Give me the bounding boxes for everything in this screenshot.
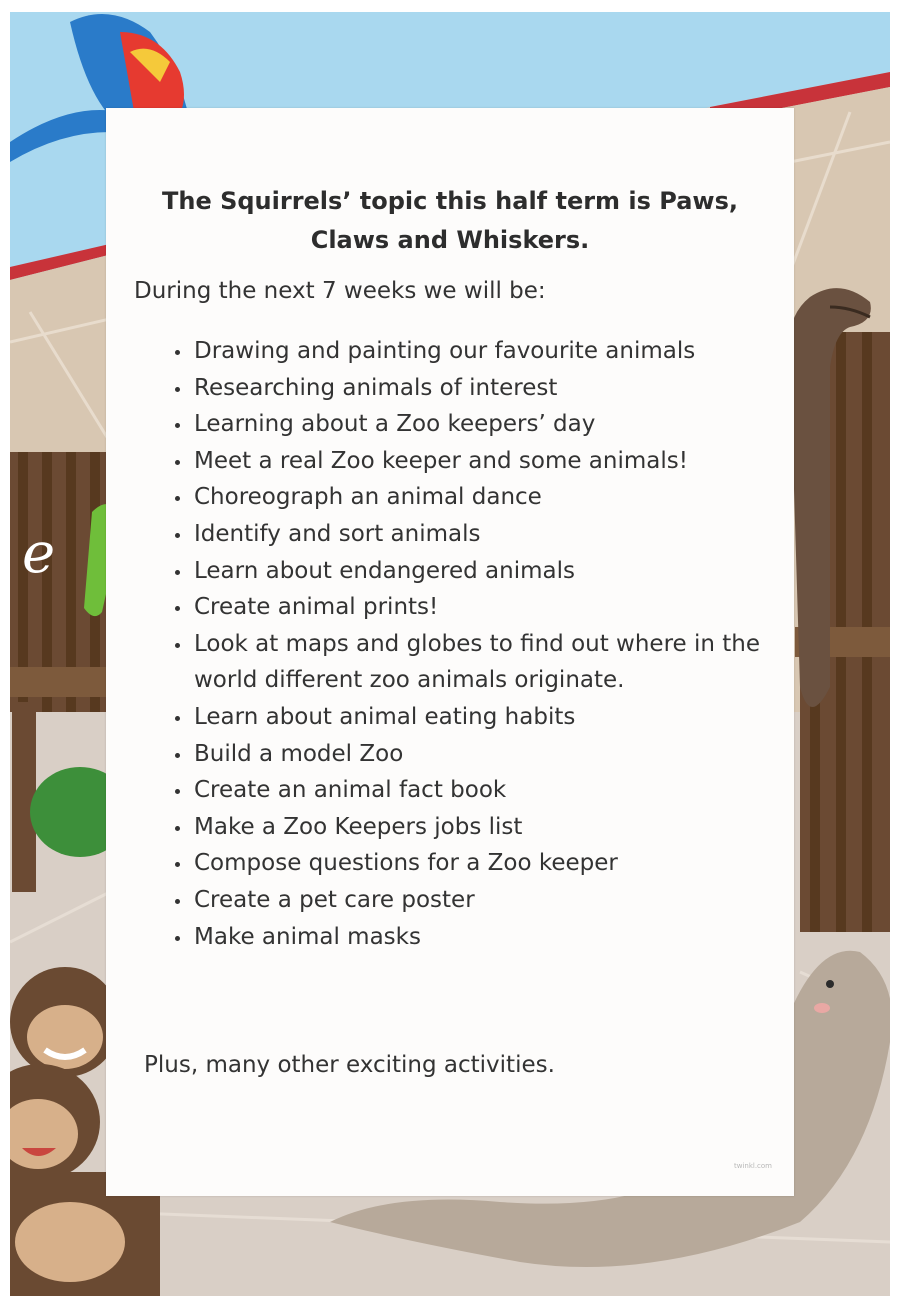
list-item: • Researching animals of interest bbox=[192, 370, 804, 407]
sign-letter: e bbox=[22, 521, 56, 586]
list-item: • Create an animal fact book bbox=[192, 772, 804, 809]
list-item: • Identify and sort animals bbox=[192, 516, 804, 553]
card-title: The Squirrels’ topic this half term is Paws, Claws and Whiskers. bbox=[161, 187, 738, 254]
list-item: • Build a model Zoo bbox=[192, 736, 804, 773]
list-item: • Compose questions for a Zoo keeper bbox=[192, 845, 804, 882]
list-item: • Make a Zoo Keepers jobs list bbox=[192, 809, 804, 846]
list-item: • Look at maps and globes to find out where in the world different zoo animals originate. bbox=[192, 626, 804, 699]
activities-list bbox=[164, 333, 804, 955]
intro-text: During the next 7 weeks we will be: bbox=[134, 278, 546, 304]
list-item: • Meet a real Zoo keeper and some animals! bbox=[192, 443, 804, 480]
list-item: • Learning about a Zoo keepers’ day bbox=[192, 406, 804, 443]
list-item: • Create a pet care poster bbox=[192, 882, 804, 919]
list-item: • Learn about endangered animals bbox=[192, 553, 804, 590]
topic-card bbox=[106, 108, 794, 1196]
list-item: • Make animal masks bbox=[192, 919, 804, 956]
list-item: • Drawing and painting our favourite animals bbox=[192, 333, 804, 370]
outro-text: Plus, many other exciting activities. bbox=[144, 1052, 555, 1078]
list-item: • Learn about animal eating habits bbox=[192, 699, 804, 736]
list-item: • Create animal prints! bbox=[192, 589, 804, 626]
watermark: twinkl.com bbox=[733, 1162, 772, 1170]
list-item: • Choreograph an animal dance bbox=[192, 479, 804, 516]
